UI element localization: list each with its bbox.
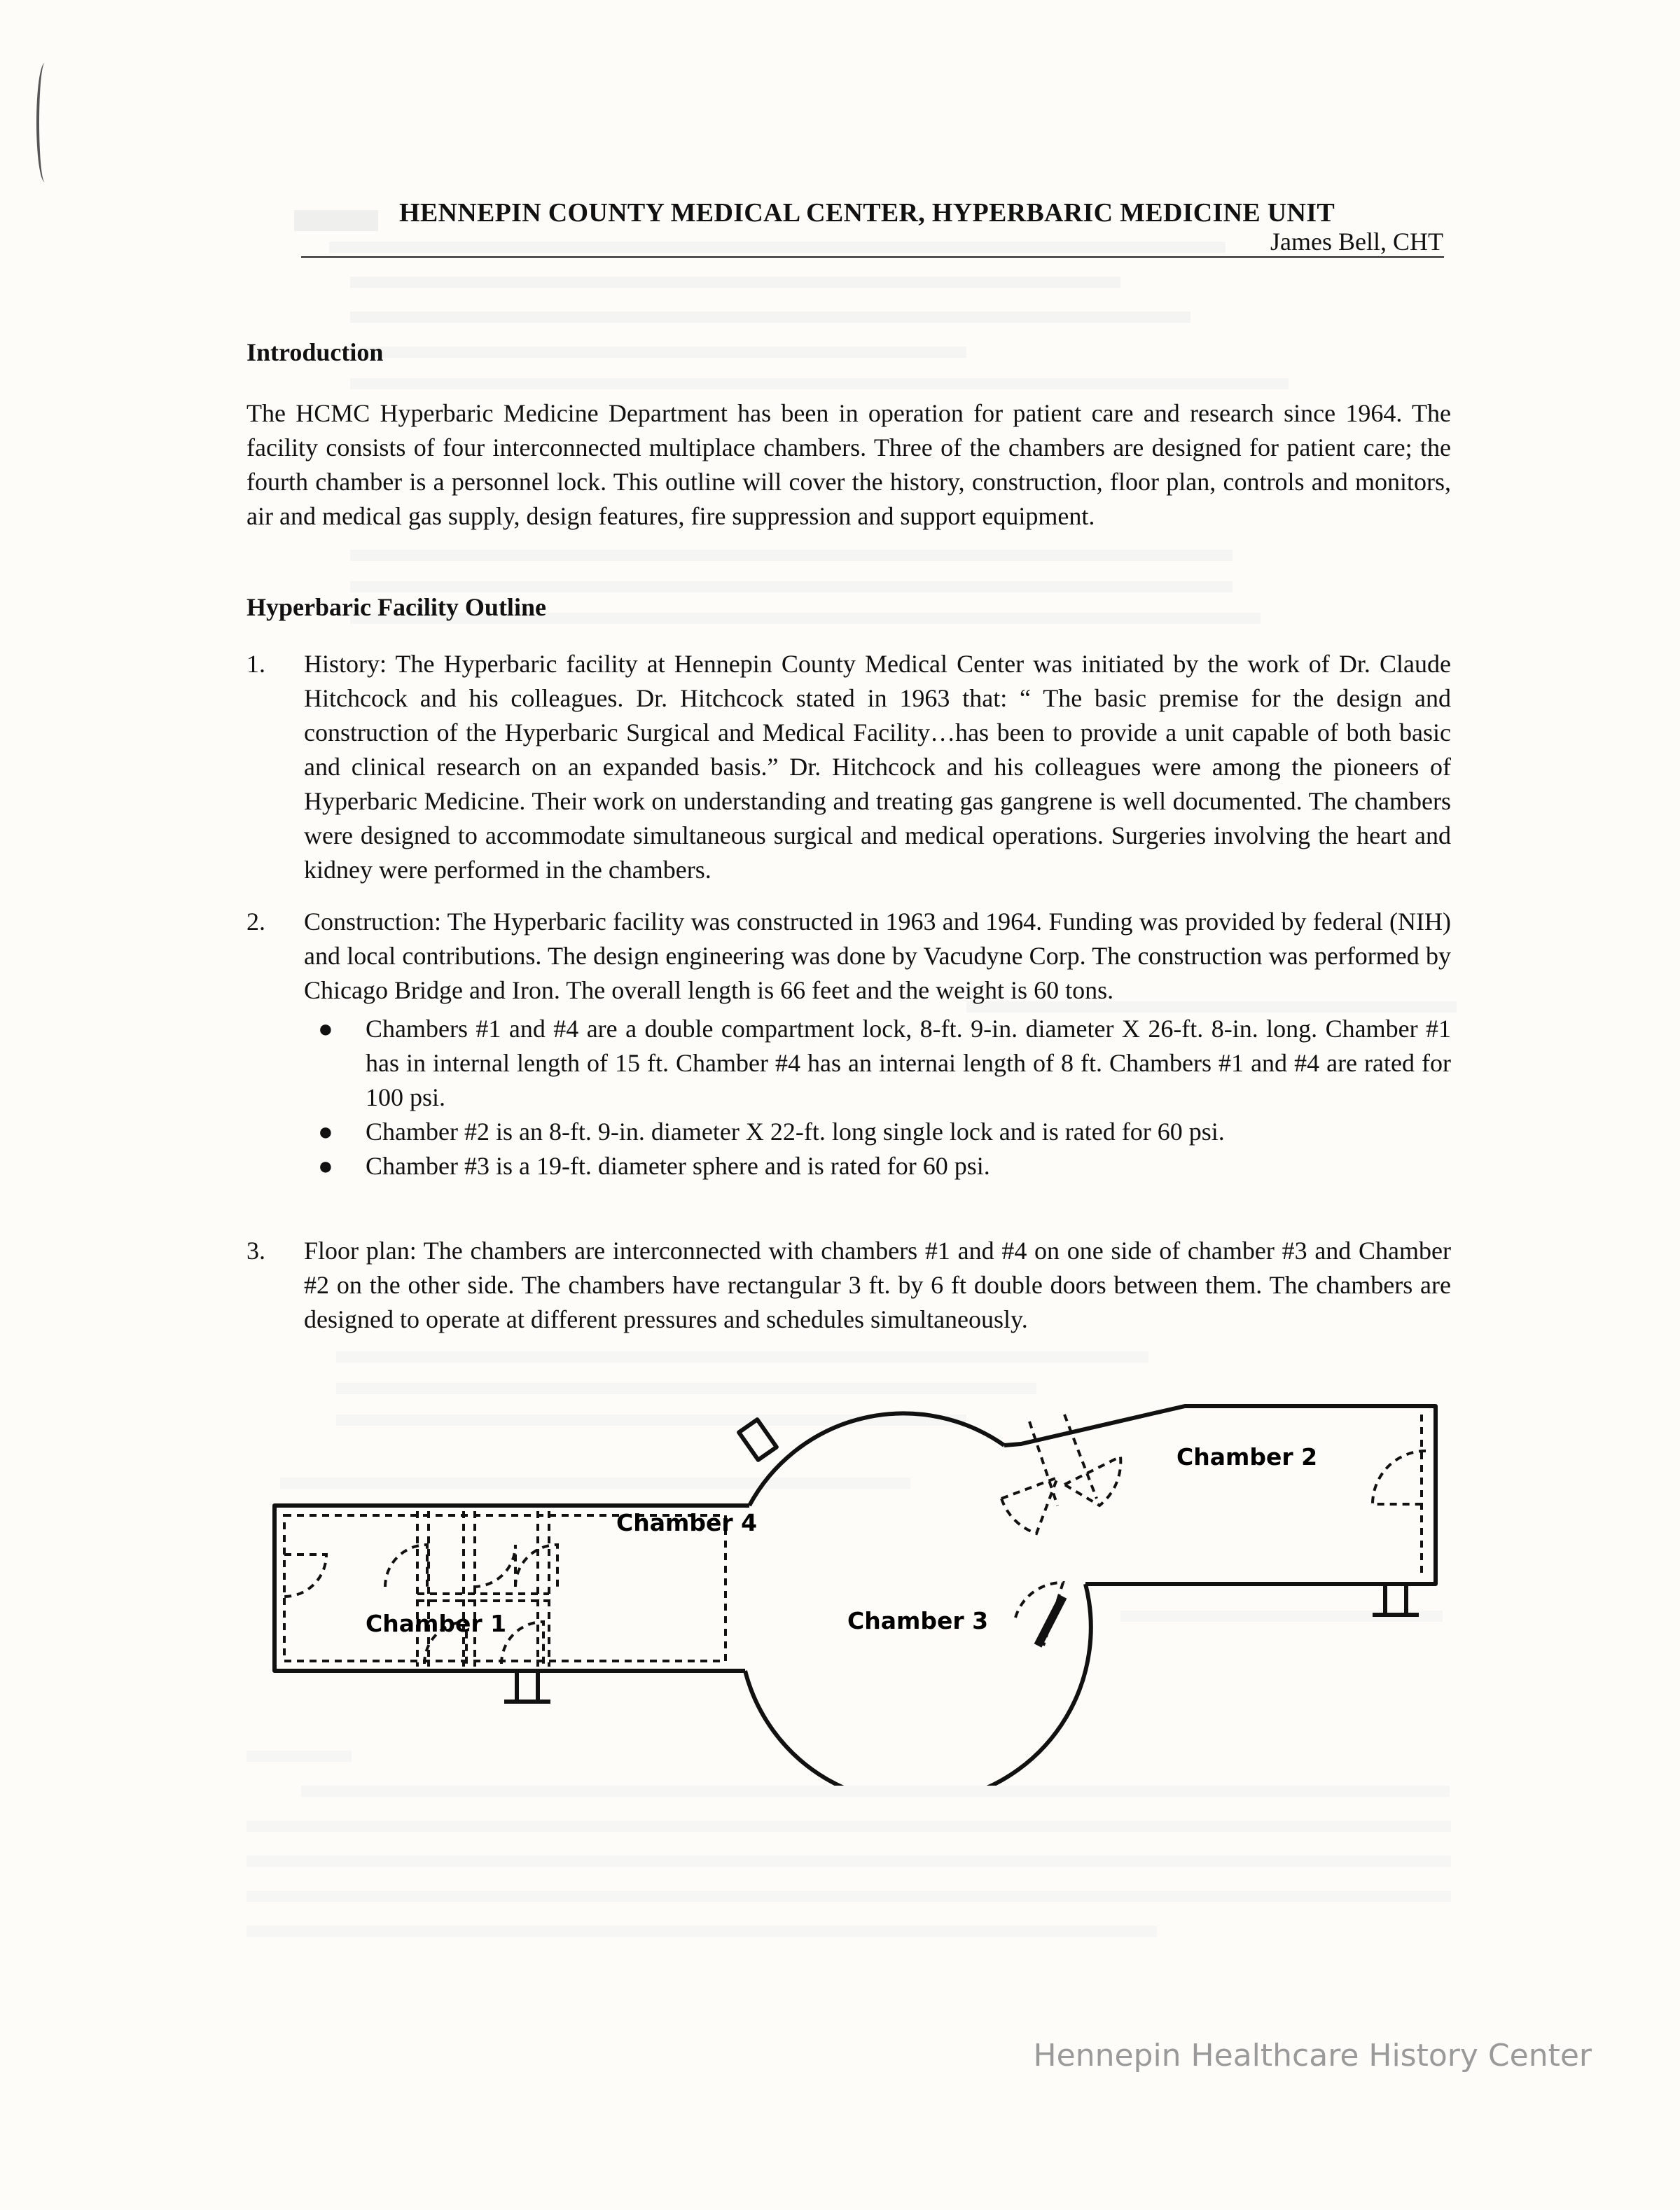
header-rule	[301, 256, 1444, 258]
outline-item-text: History: The Hyperbaric facility at Hennepin County Medical Center was initiated by the work of Dr. Claude Hitchcock and his colleagues. Dr. Hitchcock stated in 1963 that: “ The basic premise for the design and construction of the Hyperbaric Surgical and Medical Facility…has been to provide a unit capable of both basic and clinical research on an expanded basis.” Dr. Hitchcock and his colleagues were among the pioneers of Hyperbaric Medicine. Their work on understanding and treating gas gangrene is well documented. The chambers were designed to accommodate simultaneous surgical and medical operations. Surgeries involving the heart and kidney were performed in the chambers.	[304, 650, 1451, 884]
introduction-heading: Introduction	[247, 338, 384, 366]
bullet-item	[304, 1149, 1451, 1183]
bullet-text: Chamber #2 is an 8-ft. 9-in. diameter X 22-ft. long single lock and is rated for 60 psi.	[366, 1118, 1225, 1146]
nozzle-top	[739, 1419, 777, 1460]
outline-item-floor-plan	[247, 1234, 1451, 1337]
floor-plan-svg	[266, 1394, 1457, 1786]
nozzle-bottom	[517, 1671, 538, 1702]
outline-item-text: Floor plan: The chambers are interconnected with chambers #1 and #4 on one side of chamber #3 and Chamber #2 on the other side. The chambers have rectangular 3 ft. by 6 ft double doors between them. The chambers are designed to operate at different pressures and schedules simultaneously.	[304, 1237, 1451, 1333]
chamber-2-label: Chamber 2	[1176, 1443, 1318, 1471]
floor-plan-diagram	[266, 1394, 1457, 1786]
bullet-dot: ●	[318, 1152, 333, 1180]
chamber-3-label: Chamber 3	[847, 1607, 989, 1634]
outline-item-history	[247, 647, 1451, 887]
bullet-text: Chambers #1 and #4 are a double compartment lock, 8-ft. 9-in. diameter X 26-ft. 8-in. long. Chamber #1 has in internal length of 15 ft. Chamber #4 has an internai length of 8 ft. Chambers #1 and #4 are rated for 100 psi.	[366, 1015, 1451, 1111]
outline-item-text: Construction: The Hyperbaric facility was constructed in 1963 and 1964. Funding was provided by federal (NIH) and local contributions. The design engineering was done by Vacudyne Corp. The construction was performed by Chicago Bridge and Iron. The overall length is 66 feet and the weight is 60 tons.	[304, 908, 1451, 1004]
outline-item-construction	[247, 905, 1451, 1183]
outline-item-number: 1.	[247, 650, 265, 678]
bullet-dot: ●	[318, 1015, 333, 1043]
chamber-2-wall	[1004, 1406, 1436, 1584]
archive-watermark: Hennepin Healthcare History Center	[1033, 2038, 1592, 2073]
document-title: HENNEPIN COUNTY MEDICAL CENTER, HYPERBARIC MEDICINE UNIT	[399, 198, 1335, 228]
chamber-4-label: Chamber 4	[616, 1509, 758, 1536]
introduction-paragraph: The HCMC Hyperbaric Medicine Department has been in operation for patient care and research since 1964. The facility consists of four interconnected multiplace chambers. Three of the chambers are designed for patient care; the fourth chamber is a personnel lock. This outline will cover the history, construction, floor plan, controls and monitors, air and medical gas supply, design features, fire suppression and support equipment.	[247, 399, 1451, 530]
chamber-1-inner	[284, 1515, 726, 1661]
outline-heading: Hyperbaric Facility Outline	[247, 593, 546, 621]
construction-bullet-list	[247, 1012, 1451, 1183]
outline-item-number: 3.	[247, 1237, 265, 1265]
chamber-1-label: Chamber 1	[366, 1610, 507, 1637]
bullet-item	[304, 1115, 1451, 1149]
outline-item-number: 2.	[247, 908, 265, 936]
scan-edge-mark	[36, 63, 53, 182]
bullet-dot: ●	[318, 1118, 333, 1146]
bullet-text: Chamber #3 is a 19-ft. diameter sphere and is rated for 60 psi.	[366, 1152, 990, 1180]
bullet-item	[304, 1012, 1451, 1115]
nozzle-right	[1385, 1584, 1406, 1615]
author-name: James Bell, CHT	[1270, 228, 1443, 256]
chamber-3-sphere	[745, 1413, 1091, 1786]
